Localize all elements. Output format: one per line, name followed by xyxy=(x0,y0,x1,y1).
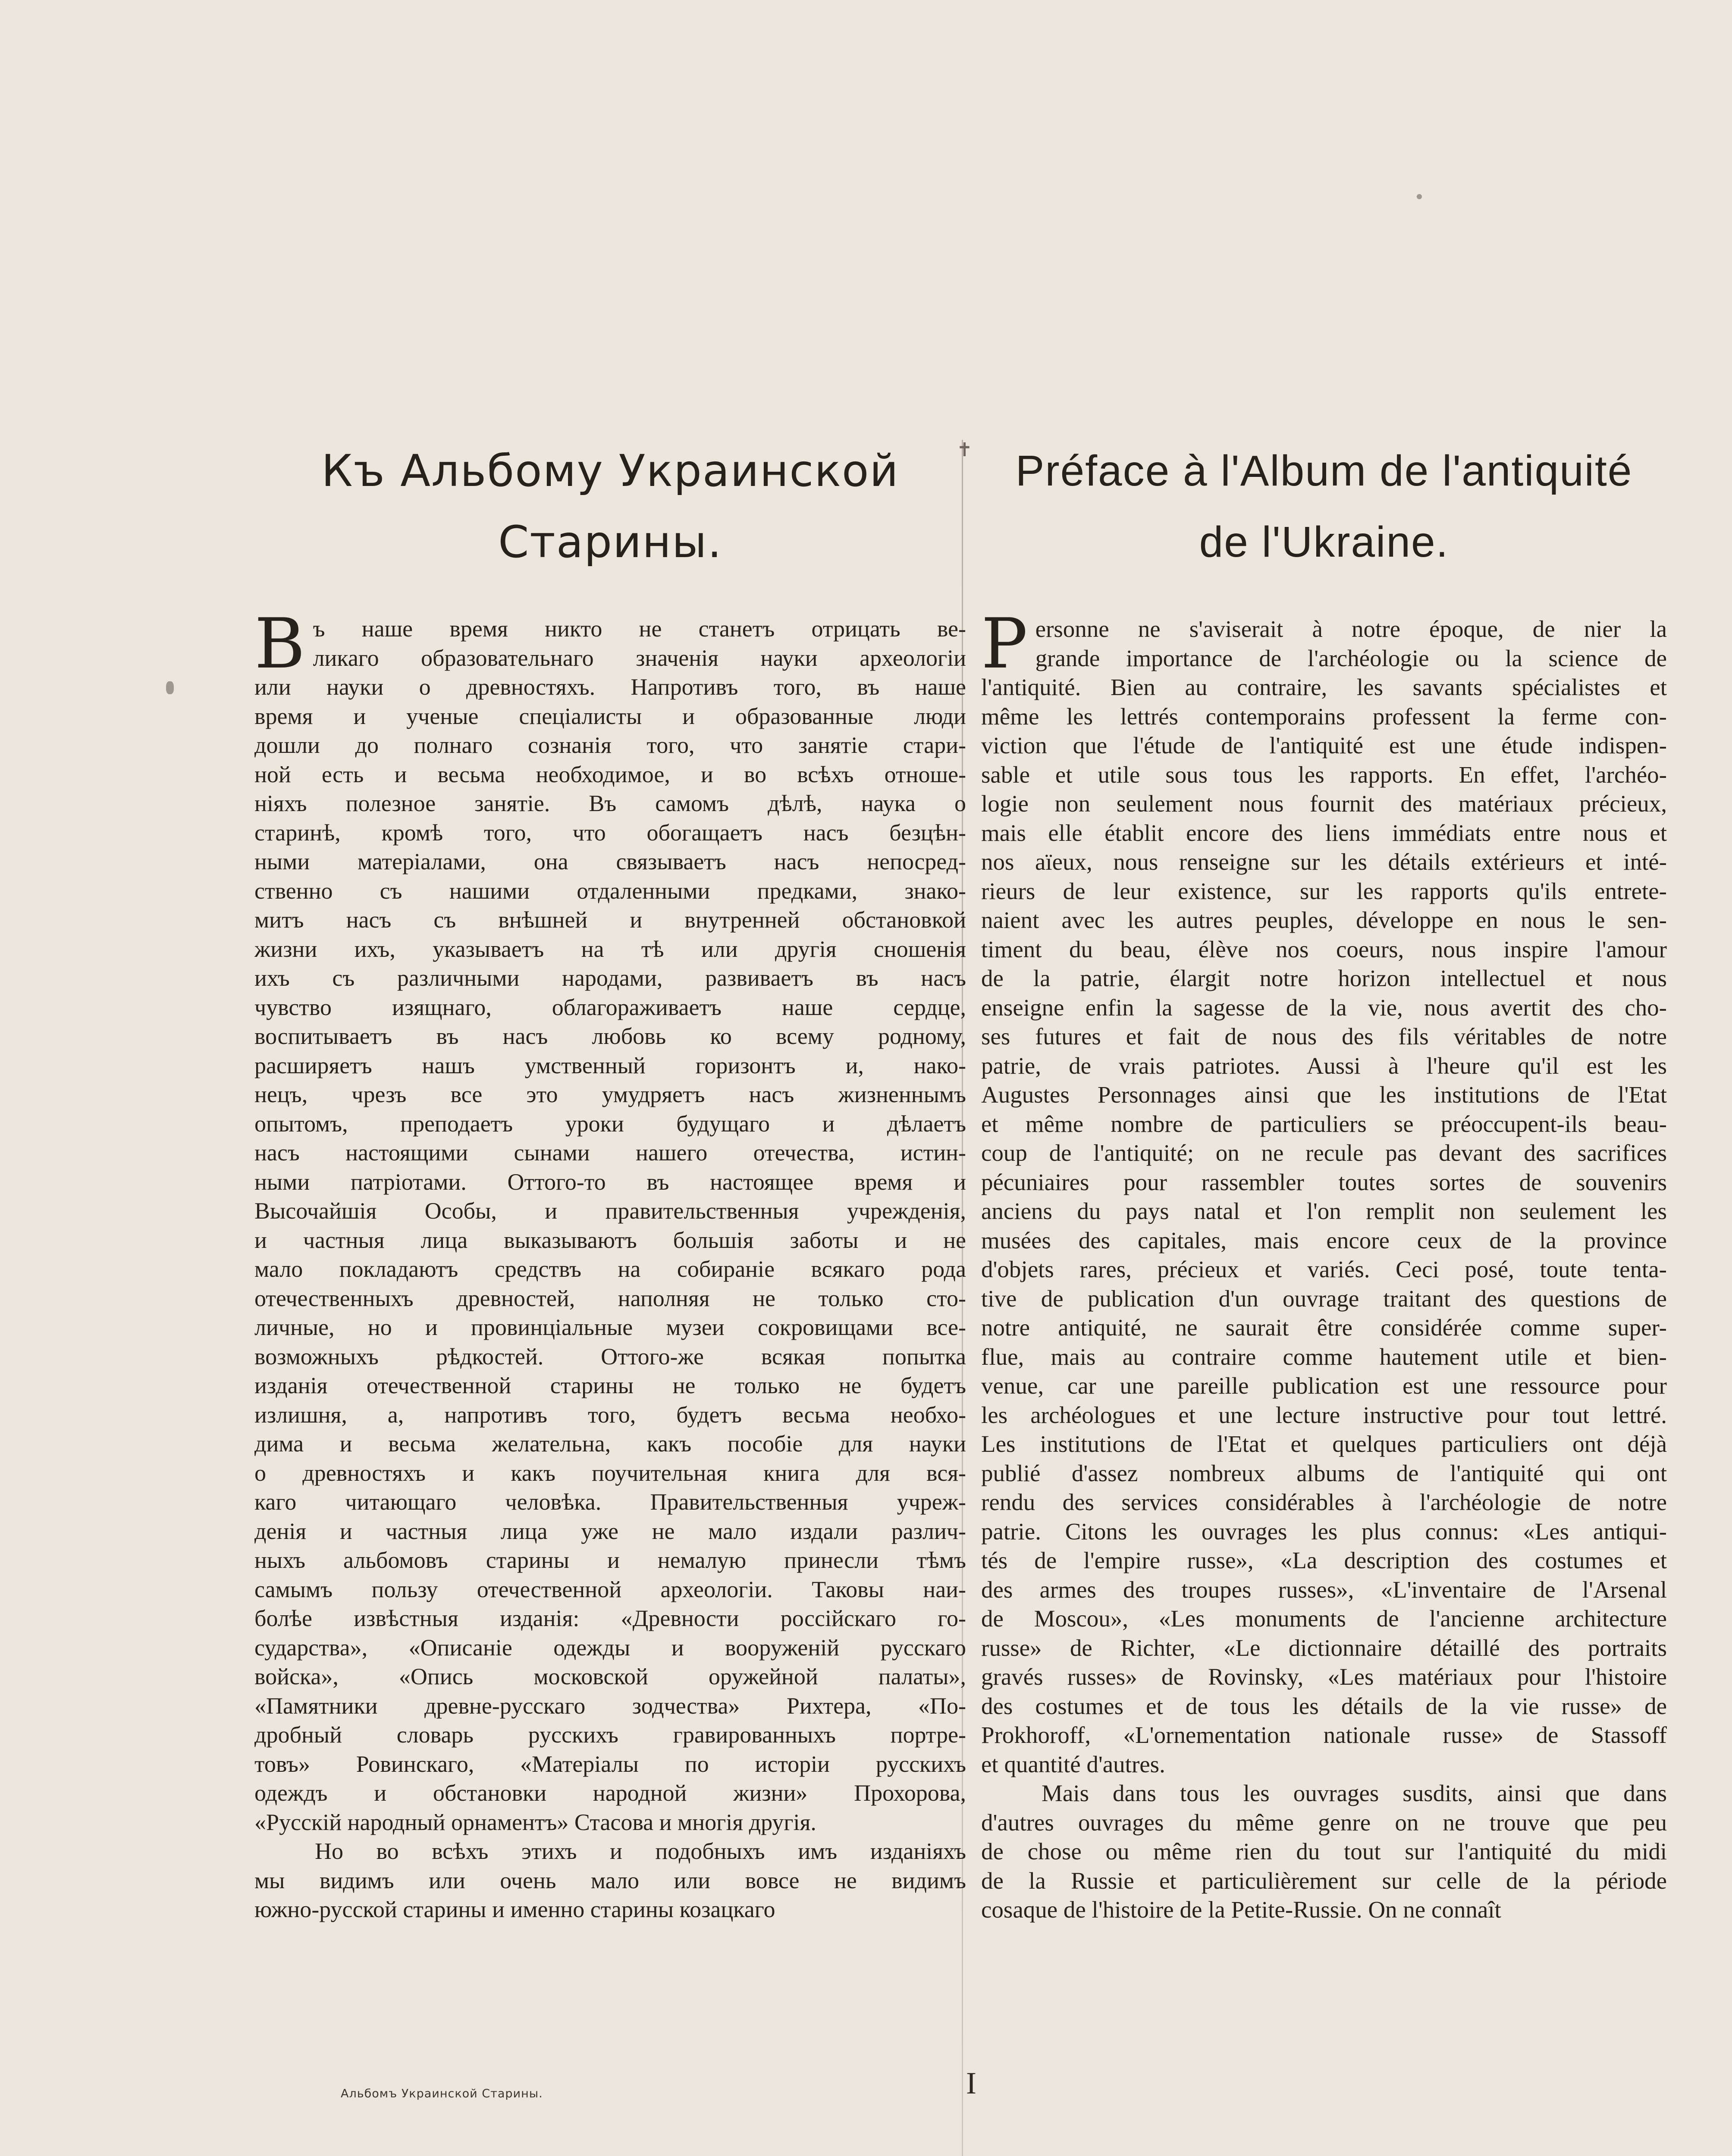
text-line: naient avec les autres peuples, développe en nous le sen- xyxy=(981,907,1667,933)
text-line: de Moscou», «Les monuments de l'ancienne architecture xyxy=(981,1605,1667,1632)
text-line: de chose ou même rien du tout sur l'antiquité du midi xyxy=(981,1838,1667,1865)
text-line: ses futures et fait de nous des fils véritables de notre xyxy=(981,1023,1667,1050)
russian-body-text xyxy=(254,603,966,1924)
text-line: timent du beau, élève nos coeurs, nous inspire l'amour xyxy=(981,936,1667,962)
text-line: publié d'assez nombreux albums de l'antiquité qui ont xyxy=(981,1460,1667,1486)
french-title-line-1: Préface à l'Album de l'antiquité xyxy=(1015,447,1633,495)
text-line: ихъ съ различными народами, развиваетъ въ насъ xyxy=(254,965,966,991)
text-line: Les institutions de l'Etat et quelques particuliers ont déjà xyxy=(981,1431,1667,1457)
text-line: d'autres ouvrages du même genre on ne trouve que peu xyxy=(981,1809,1667,1836)
text-line: ъ наше время никто не станетъ отрицать ве- xyxy=(313,616,966,642)
text-line: patrie. Citons les ouvrages les plus connus: «Les antiqui- xyxy=(981,1518,1667,1545)
text-line: возможныхъ рѣдкостей. Оттого-же всякая попытка xyxy=(254,1343,966,1369)
text-line: или науки о древностяхъ. Напротивъ того, въ наше xyxy=(254,674,966,700)
french-body-text xyxy=(981,603,1667,1924)
text-line: viction que l'étude de l'antiquité est une étude indispen- xyxy=(981,732,1667,758)
text-line: gravés russes» de Rovinsky, «Les matériaux pour l'histoire xyxy=(981,1664,1667,1690)
french-title-line-2: de l'Ukraine. xyxy=(1199,518,1449,566)
text-line: ственно съ нашими отдаленными предками, знако- xyxy=(254,877,966,904)
text-line: нецъ, чрезъ все это умудряетъ насъ жизненнымъ xyxy=(254,1081,966,1107)
text-line: дробный словарь русскихъ гравированныхъ портре- xyxy=(254,1722,966,1748)
text-line: денія и частныя лица уже не мало издали различ- xyxy=(254,1518,966,1544)
text-line: de la Russie et particulièrement sur celle de la période xyxy=(981,1867,1667,1894)
text-line: южно-русской старины и именно старины козацкаго xyxy=(254,1896,775,1922)
text-line: дима и весьма желательна, какъ пособіе для науки xyxy=(254,1431,966,1457)
text-line: Высочайшія Особы, и правительственныя учрежденія, xyxy=(254,1198,966,1224)
text-line: tive de publication d'un ouvrage traitant des questions de xyxy=(981,1285,1667,1312)
text-line: митъ насъ съ внѣшней и внутренней обстановкой xyxy=(254,907,966,933)
text-line: личные, но и провинціальные музеи сокровищами все- xyxy=(254,1314,966,1340)
text-line: время и ученые спеціалисты и образованные люди xyxy=(254,703,966,729)
text-line: войска», «Опись московской оружейной палаты», xyxy=(254,1664,966,1689)
text-line: même les lettrés contemporains professent la ferme con- xyxy=(981,703,1667,730)
divider-ornament: ✝ xyxy=(957,439,973,461)
text-line: одеждъ и обстановки народной жизни» Прохорова, xyxy=(254,1780,966,1806)
text-line: товъ» Ровинскаго, «Матеріалы по исторіи русскихъ xyxy=(254,1751,966,1777)
page-number: I xyxy=(966,2066,976,2100)
russian-title-line-2: Старины. xyxy=(498,517,722,568)
text-line: tés de l'empire russe», «La description des costumes et xyxy=(981,1547,1667,1573)
text-line: Mais dans tous les ouvrages susdits, ainsi que dans xyxy=(1042,1780,1667,1806)
text-line: и частныя лица выказываютъ большія заботы и не xyxy=(254,1227,966,1253)
text-line: мы видимъ или очень мало или вовсе не видимъ xyxy=(254,1867,966,1893)
text-line: et quantité d'autres. xyxy=(981,1751,1165,1777)
text-line: cosaque de l'histoire de la Petite-Russie. On ne connaît xyxy=(981,1896,1501,1923)
text-line: изданія отечественной старины не только не будетъ xyxy=(254,1373,966,1398)
text-line: ersonne ne s'aviserait à notre époque, de nier la xyxy=(1035,616,1667,642)
text-line: расширяетъ нашъ умственный горизонтъ и, нако- xyxy=(254,1052,966,1078)
russian-drop-cap: В xyxy=(254,603,305,684)
text-line: mais elle établit encore des liens immédiats entre nous et xyxy=(981,819,1667,846)
text-line: «Русскій народный орнаментъ» Стасова и многія другія. xyxy=(254,1809,816,1835)
text-line: des costumes et de tous les détails de la vie russe» de xyxy=(981,1692,1667,1719)
text-line: coup de l'antiquité; on ne recule pas devant des sacrifices xyxy=(981,1140,1667,1166)
text-line: russe» de Richter, «Le dictionnaire détaillé des portraits xyxy=(981,1634,1667,1661)
text-line: ной есть и весьма необходимое, и во всѣхъ отноше- xyxy=(254,761,966,787)
russian-title xyxy=(254,436,966,578)
french-drop-cap: P xyxy=(981,603,1028,684)
french-title xyxy=(981,436,1667,578)
text-line: Prokhoroff, «L'ornementation nationale russe» de Stassoff xyxy=(981,1722,1667,1748)
text-line: logie non seulement nous fournit des matériaux précieux, xyxy=(981,790,1667,817)
russian-column xyxy=(254,436,966,1924)
text-line: «Памятники древне-русскаго зодчества» Рихтера, «По- xyxy=(254,1692,966,1719)
text-line: дошли до полнаго сознанія того, что занятіе стари- xyxy=(254,732,966,758)
text-line: ніяхъ полезное занятіе. Въ самомъ дѣлѣ, наука о xyxy=(254,790,966,816)
text-line: nos aïeux, nous renseigne sur les détails extérieurs et inté- xyxy=(981,849,1667,875)
text-line: ликаго образовательнаго значенія науки археологіи xyxy=(313,645,966,671)
text-line: Но во всѣхъ этихъ и подобныхъ имъ изданіяхъ xyxy=(315,1838,966,1864)
text-line: grande importance de l'archéologie ou la science de xyxy=(1035,645,1667,671)
text-line: воспитываетъ въ насъ любовь ко всему родному, xyxy=(254,1023,966,1049)
text-line: сударства», «Описаніе одежды и вооруженій русскаго xyxy=(254,1634,966,1661)
text-line: et même nombre de particuliers se préoccupent-ils beau- xyxy=(981,1110,1667,1137)
russian-title-line-1: Къ Альбому Украинской xyxy=(321,445,899,497)
text-line: rendu des services considérables à l'archéologie de notre xyxy=(981,1489,1667,1515)
text-line: rieurs de leur existence, sur les rapports qu'ils entrete- xyxy=(981,877,1667,904)
text-line: ными патріотами. Оттого-то въ настоящее время и xyxy=(254,1169,966,1195)
text-line: des armes des troupes russes», «L'inventaire de l'Arsenal xyxy=(981,1576,1667,1603)
text-line: d'objets rares, précieux et variés. Ceci posé, toute tenta- xyxy=(981,1256,1667,1282)
text-line: les archéologues et une lecture instructive pour tout lettré. xyxy=(981,1401,1667,1428)
text-line: излишня, а, напротивъ того, будетъ весьма необхо- xyxy=(254,1401,966,1428)
ink-speck xyxy=(1417,194,1422,199)
text-line: pécuniaires pour rassembler toutes sortes de souvenirs xyxy=(981,1169,1667,1195)
text-line: самымъ пользу отечественной археологіи. Таковы наи- xyxy=(254,1576,966,1602)
text-line: flue, mais au contraire comme hautement utile et bien- xyxy=(981,1343,1667,1370)
text-line: notre antiquité, ne saurait être considérée comme super- xyxy=(981,1314,1667,1341)
text-line: sable et utile sous tous les rapports. En effet, l'archéo- xyxy=(981,761,1667,788)
text-line: anciens du pays natal et l'on remplit non seulement les xyxy=(981,1198,1667,1224)
text-line: patrie, de vrais patriotes. Aussi à l'heure qu'il est les xyxy=(981,1052,1667,1079)
text-line: enseigne enfin la sagesse de la vie, nous avertit des cho- xyxy=(981,994,1667,1021)
text-line: каго читающаго человѣка. Правительственныя учреж- xyxy=(254,1489,966,1515)
french-column xyxy=(981,436,1667,1924)
text-line: venue, car une pareille publication est une ressource pour xyxy=(981,1373,1667,1399)
text-line: Augustes Personnages ainsi que les institutions de l'Etat xyxy=(981,1081,1667,1108)
text-line: насъ настоящими сынами нашего отечества, истин- xyxy=(254,1140,966,1166)
text-line: болѣе извѣстныя изданія: «Древности россійскаго го- xyxy=(254,1605,966,1631)
text-line: ными матеріалами, она связываетъ насъ непосред- xyxy=(254,849,966,874)
footer-caption: Альбомъ Украинской Старины. xyxy=(341,2087,543,2100)
text-line: de la patrie, élargit notre horizon intellectuel et nous xyxy=(981,965,1667,991)
text-line: жизни ихъ, указываетъ на тѣ или другія сношенія xyxy=(254,936,966,962)
text-line: мало покладаютъ средствъ на собираніе всякаго рода xyxy=(254,1256,966,1282)
text-line: чувство изящнаго, облагораживаетъ наше сердце, xyxy=(254,994,966,1020)
text-line: musées des capitales, mais encore ceux de la province xyxy=(981,1227,1667,1253)
text-line: о древностяхъ и какъ поучительная книга для вся- xyxy=(254,1460,966,1486)
text-line: l'antiquité. Bien au contraire, les savants spécialistes et xyxy=(981,674,1667,700)
text-line: старинѣ, кромѣ того, что обогащаетъ насъ безцѣн- xyxy=(254,819,966,846)
text-line: ныхъ альбомовъ старины и немалую принесли тѣмъ xyxy=(254,1547,966,1573)
ink-speck xyxy=(166,681,174,694)
text-line: отечественныхъ древностей, наполняя не только сто- xyxy=(254,1285,966,1311)
text-line: опытомъ, преподаетъ уроки будущаго и дѣлаетъ xyxy=(254,1110,966,1137)
